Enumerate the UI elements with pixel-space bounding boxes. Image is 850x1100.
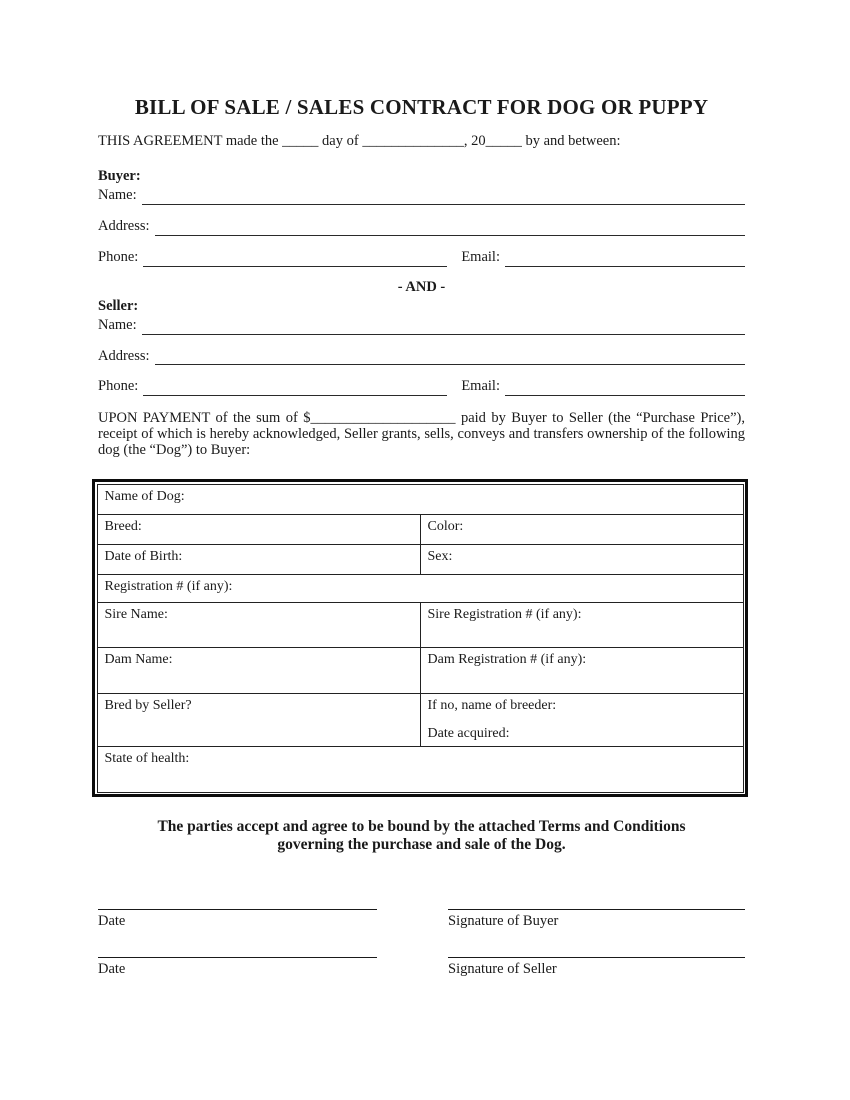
- table-row: [97, 574, 743, 602]
- buyer-heading: Buyer:: [98, 167, 141, 184]
- buyer-signature-block: [448, 909, 745, 931]
- table-row: [97, 746, 743, 792]
- seller-email-blank[interactable]: [505, 379, 745, 396]
- buyer-phone-email-row: [98, 248, 745, 267]
- seller-signature-label: Signature of Seller: [448, 960, 557, 977]
- seller-address-row: [98, 347, 745, 366]
- buyer-date-label: Date: [98, 912, 126, 929]
- buyer-date-block: [98, 909, 377, 931]
- table-row: [97, 544, 743, 574]
- page-title: BILL OF SALE / SALES CONTRACT FOR DOG OR PUPPY: [134, 95, 709, 119]
- table-row: [97, 514, 743, 544]
- sire-name-cell[interactable]: [97, 602, 420, 647]
- dog-details-table: [97, 484, 744, 793]
- date-of-birth-cell[interactable]: [97, 544, 420, 574]
- color-cell[interactable]: [420, 514, 743, 544]
- table-row: [97, 647, 743, 693]
- seller-signature-block: [448, 957, 745, 979]
- seller-email-label: Email:: [461, 378, 500, 395]
- name-of-dog-label: Name of Dog:: [104, 488, 185, 504]
- sire-registration-cell[interactable]: [420, 602, 743, 647]
- buyer-email-blank[interactable]: [505, 250, 745, 267]
- table-row: [97, 602, 743, 647]
- buyer-name-blank[interactable]: [142, 188, 745, 205]
- seller-name-row: [98, 316, 745, 335]
- sex-label: Sex:: [427, 548, 453, 564]
- buyer-signature-row: [98, 909, 745, 931]
- seller-date-block: [98, 957, 377, 979]
- document-page: [98, 0, 745, 978]
- and-separator: - AND -: [397, 278, 446, 295]
- date-acquired-label: Date acquired:: [427, 726, 510, 742]
- date-of-birth-label: Date of Birth:: [104, 548, 183, 564]
- buyer-name-label: Name:: [98, 187, 137, 204]
- sire-name-label: Sire Name:: [104, 606, 168, 622]
- breeder-info-cell[interactable]: [420, 693, 743, 746]
- buyer-email-label: Email:: [461, 248, 500, 265]
- seller-date-label: Date: [98, 960, 126, 977]
- sex-cell[interactable]: [420, 544, 743, 574]
- color-label: Color:: [427, 518, 464, 534]
- registration-label: Registration # (if any):: [104, 578, 233, 594]
- buyer-signature-line[interactable]: [448, 909, 745, 910]
- state-of-health-cell[interactable]: [97, 746, 743, 792]
- buyer-name-row: [98, 186, 745, 205]
- seller-signature-row: [98, 957, 745, 979]
- breed-cell[interactable]: [97, 514, 420, 544]
- name-of-dog-cell[interactable]: [97, 484, 743, 514]
- buyer-address-label: Address:: [98, 217, 150, 234]
- dam-name-label: Dam Name:: [104, 651, 173, 667]
- buyer-address-blank[interactable]: [155, 219, 745, 236]
- buyer-address-row: [98, 217, 745, 236]
- if-no-breeder-label: If no, name of breeder:: [427, 697, 557, 713]
- table-row: [97, 484, 743, 514]
- payment-paragraph: UPON PAYMENT of the sum of $____________________ paid by Buyer to Seller (the “Purchase Price”), receipt of which is hereby acknowledged, Seller grants, sells, conveys and transfers ownership of the following dog (the “Dog”) to Buyer:: [98, 410, 745, 459]
- table-row: [97, 693, 743, 746]
- buyer-signature-label: Signature of Buyer: [448, 912, 559, 929]
- seller-date-line[interactable]: [98, 957, 377, 958]
- state-of-health-label: State of health:: [104, 750, 190, 766]
- buyer-phone-label: Phone:: [98, 248, 139, 265]
- bred-by-seller-label: Bred by Seller?: [104, 697, 192, 713]
- registration-cell[interactable]: [97, 574, 743, 602]
- signature-section: [98, 909, 745, 979]
- terms-statement-line-1: The parties accept and agree to be bound by the attached Terms and Conditions: [157, 818, 686, 836]
- buyer-date-line[interactable]: [98, 909, 377, 910]
- terms-statement: [98, 818, 745, 855]
- seller-phone-email-row: [98, 377, 745, 396]
- sire-registration-label: Sire Registration # (if any):: [427, 606, 582, 622]
- seller-heading: Seller:: [98, 297, 139, 314]
- bred-by-seller-cell[interactable]: [97, 693, 420, 746]
- breed-label: Breed:: [104, 518, 142, 534]
- buyer-phone-blank[interactable]: [143, 250, 447, 267]
- seller-name-label: Name:: [98, 316, 137, 333]
- seller-phone-label: Phone:: [98, 378, 139, 395]
- seller-address-blank[interactable]: [155, 348, 745, 365]
- dam-registration-cell[interactable]: [420, 647, 743, 693]
- agreement-intro-line: THIS AGREEMENT made the _____ day of ______________, 20_____ by and between:: [98, 133, 621, 150]
- terms-statement-line-2: governing the purchase and sale of the Dog.: [277, 836, 566, 854]
- dam-name-cell[interactable]: [97, 647, 420, 693]
- seller-phone-blank[interactable]: [143, 379, 447, 396]
- seller-signature-line[interactable]: [448, 957, 745, 958]
- seller-address-label: Address:: [98, 347, 150, 364]
- dam-registration-label: Dam Registration # (if any):: [427, 651, 587, 667]
- dog-details-table-frame: [92, 479, 748, 797]
- seller-name-blank[interactable]: [142, 318, 745, 335]
